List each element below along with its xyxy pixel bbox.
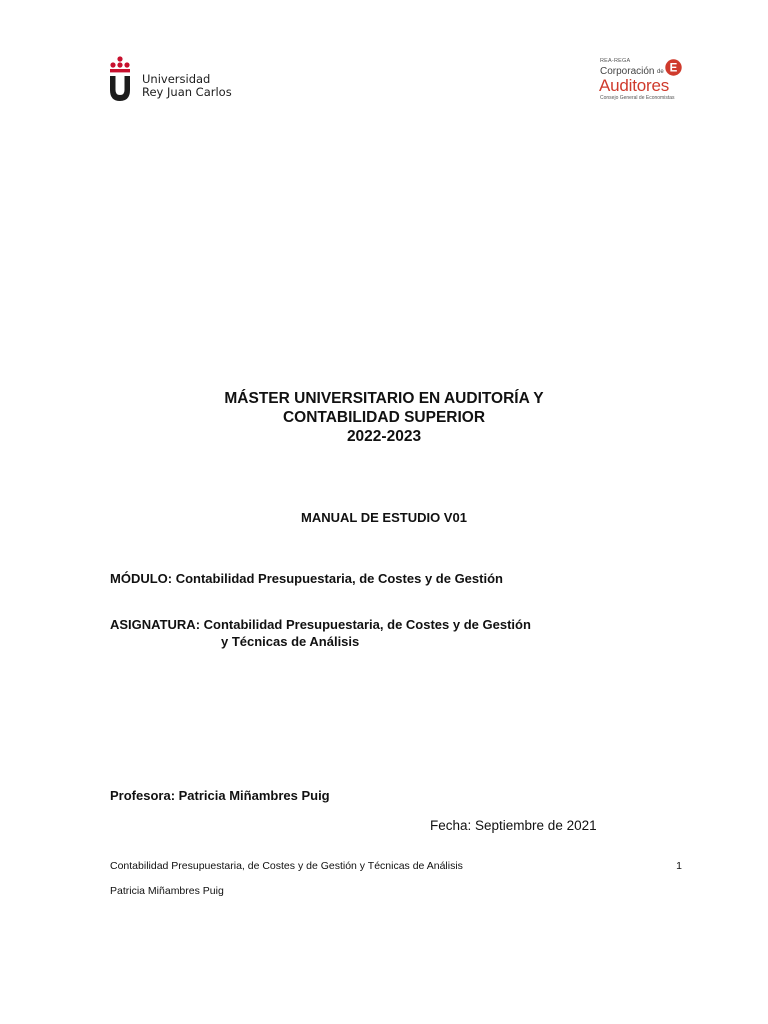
footer-subject: Contabilidad Presupuestaria, de Costes y de Gestión y Técnicas de Análisis [110, 860, 463, 872]
professor-field: Profesora: Patricia Miñambres Puig [110, 788, 330, 803]
subject-field-continuation: y Técnicas de Análisis [221, 634, 360, 649]
university-name-line1: Universidad [142, 72, 211, 86]
consejo-label: Consejo General de Economistas [600, 95, 675, 101]
main-title-line1: MÁSTER UNIVERSITARIO EN AUDITORÍA Y [224, 390, 544, 407]
main-title-line2: CONTABILIDAD SUPERIOR [282, 409, 486, 426]
corporation-de-word: de [657, 69, 664, 75]
university-name-line2: Rey Juan Carlos [142, 85, 232, 99]
corporation-word: Corporación [600, 66, 655, 77]
badge-letter: E [669, 62, 678, 75]
main-title-year: 2022-2023 [346, 428, 422, 445]
auditors-corporation-logo [598, 58, 694, 102]
footer-author: Patricia Miñambres Puig [110, 885, 224, 897]
auditores-word: Auditores [599, 76, 670, 95]
main-title [0, 389, 768, 446]
date-field: Fecha: Septiembre de 2021 [430, 818, 597, 833]
university-name [142, 73, 232, 99]
urjc-emblem-icon [108, 56, 132, 102]
corporation-small-label: REA-REGA [600, 58, 631, 64]
university-logo [108, 56, 258, 102]
economistas-e-badge-icon [665, 59, 682, 76]
manual-version-title: MANUAL DE ESTUDIO V01 [301, 510, 467, 525]
footer-page-number: 1 [676, 860, 682, 872]
module-field: MÓDULO: Contabilidad Presupuestaria, de Costes y de Gestión [110, 571, 503, 586]
subject-field: ASIGNATURA: Contabilidad Presupuestaria, de Costes y de Gestión [110, 617, 531, 632]
